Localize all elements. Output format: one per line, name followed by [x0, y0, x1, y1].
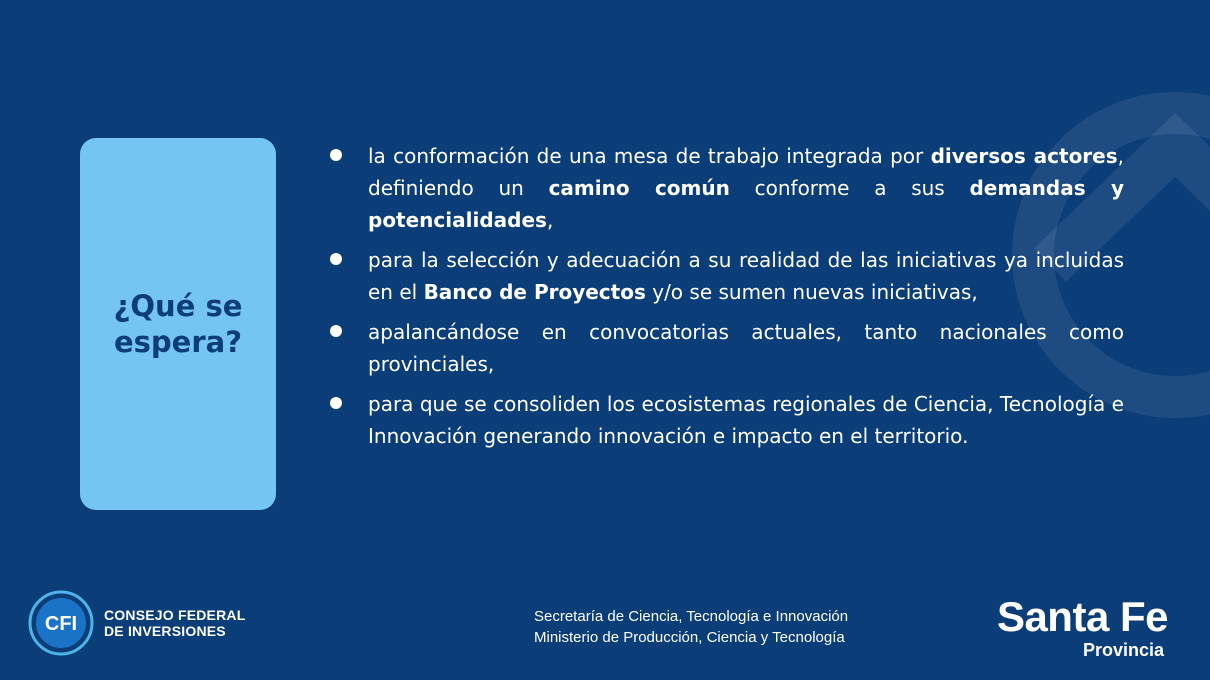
bullet-item	[330, 388, 1124, 452]
brand-sub: Provincia	[1082, 640, 1164, 660]
bullet-text-segment: para la selección y adecuación a su realidad de las iniciativas ya incluidas en el	[368, 248, 1124, 304]
cfi-branding	[28, 590, 245, 656]
bullet-text	[368, 244, 1124, 308]
bullet-list	[330, 140, 1124, 460]
bullet-dot-icon	[330, 397, 342, 409]
ministerio-text: Ministerio de Producción, Ciencia y Tecnología	[534, 629, 845, 646]
bullet-text-segment: conforme a sus	[729, 176, 970, 200]
cfi-logo-text: CFI	[44, 613, 78, 635]
side-card-title: ¿Qué se espera?	[113, 289, 243, 359]
bullet-dot-icon	[330, 253, 342, 265]
bullet-text-segment: la conformación de una mesa de trabajo integrada por	[368, 144, 931, 168]
bullet-text-bold: diversos actores	[930, 144, 1118, 168]
bullet-text-segment: para que se consoliden los ecosistemas regionales de Ciencia, Tecnología e Innovación generando innovación e impacto en el territorio.	[368, 392, 1124, 448]
ministry-info	[534, 606, 848, 648]
cfi-name-line2: DE INVERSIONES	[104, 623, 226, 639]
brand-name: Santa Fe	[996, 593, 1168, 640]
bullet-text-segment: , definiendo un	[368, 144, 1124, 200]
bullet-dot-icon	[330, 325, 342, 337]
santa-fe-branding	[972, 594, 1168, 660]
bullet-text-segment: ,	[546, 208, 554, 232]
cfi-logo-icon	[28, 590, 94, 656]
bullet-item	[330, 316, 1124, 380]
bullet-dot-icon	[330, 149, 342, 161]
bullet-text-bold: Banco de Proyectos	[423, 280, 646, 304]
bullet-text	[368, 388, 1124, 452]
bullet-text-segment: y/o se sumen nuevas iniciativas,	[645, 280, 978, 304]
side-card	[80, 138, 276, 510]
bullet-item	[330, 244, 1124, 308]
bullet-text-bold: camino común	[548, 176, 730, 200]
secretaria-text: Secretaría de Ciencia, Tecnología e Innovación	[534, 608, 849, 625]
bullet-item	[330, 140, 1124, 236]
bullet-text	[368, 316, 1124, 380]
cfi-name-line1: CONSEJO FEDERAL	[104, 607, 246, 623]
bullet-text-segment: apalancándose en convocatorias actuales, tanto nacionales como provinciales,	[368, 320, 1124, 376]
bullet-text-bold: demandas y potencialidades	[368, 176, 1125, 232]
bullet-text	[368, 140, 1124, 236]
